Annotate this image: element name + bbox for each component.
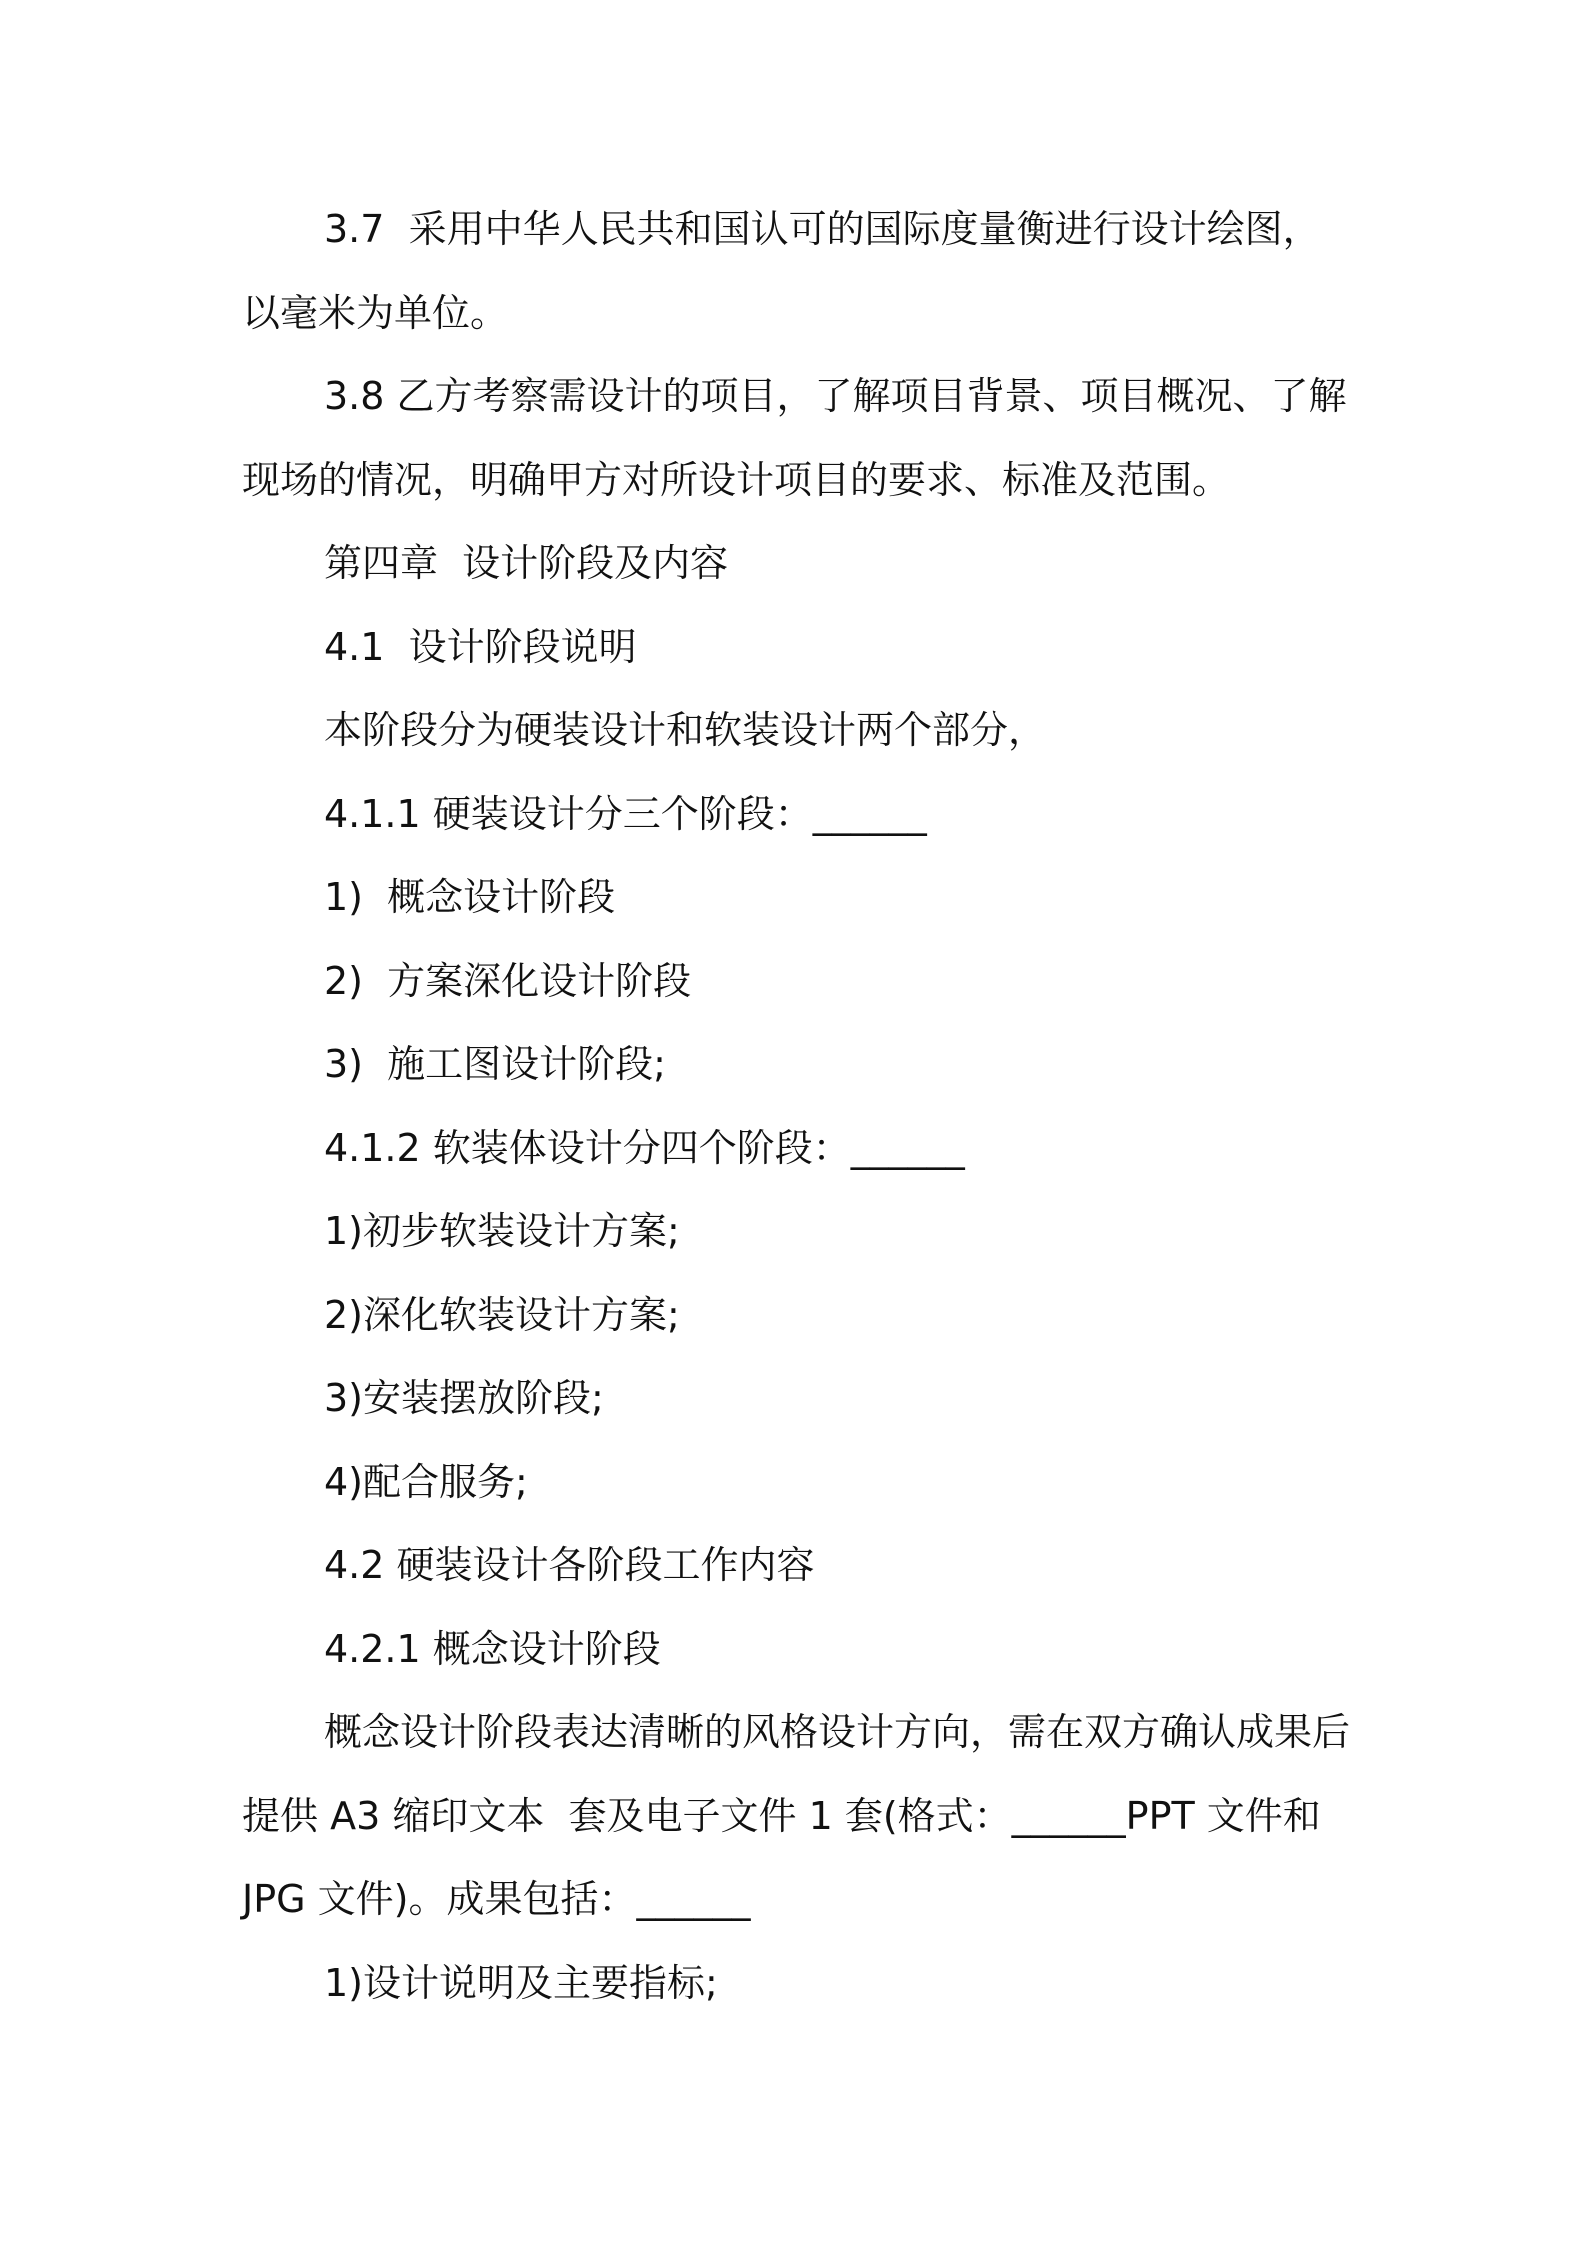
- concept-stage-description: 概念设计阶段表达清晰的风格设计方向，需在双方确认成果后提供 A3 缩印文本 套及电子文件 1 套(格式：______PPT 文件和 JPG 文件)。成果包括：______: [242, 1710, 1351, 1921]
- hard-stage-2: 2) 方案深化设计阶段: [324, 958, 692, 1003]
- section-4-1-1-heading: 4.1.1 硬装设计分三个阶段：______: [324, 791, 927, 836]
- section-4-1-intro: 本阶段分为硬装设计和软装设计两个部分，: [324, 708, 1047, 752]
- chapter-4-heading: 第四章 设计阶段及内容: [324, 541, 729, 585]
- document-body: [242, 188, 1357, 2025]
- section-4-1-2-heading: 4.1.2 软装体设计分四个阶段：______: [324, 1125, 965, 1170]
- soft-stage-3: 3)安装摆放阶段;: [324, 1376, 604, 1420]
- section-4-1-heading: 4.1 设计阶段说明: [324, 624, 637, 669]
- soft-stage-1: 1)初步软装设计方案;: [324, 1209, 680, 1253]
- clause-3-8: 3.8 乙方考察需设计的项目，了解项目背景、项目概况、了解现场的情况，明确甲方对所设计项目的要求、标准及范围。: [242, 374, 1347, 502]
- soft-stage-2: 2)深化软装设计方案;: [324, 1292, 680, 1337]
- clause-3-7: 3.7 采用中华人民共和国认可的国际度量衡进行设计绘图，以毫米为单位。: [242, 207, 1321, 335]
- section-4-2-1-heading: 4.2.1 概念设计阶段: [324, 1626, 661, 1671]
- section-4-2-heading: 4.2 硬装设计各阶段工作内容: [324, 1543, 815, 1587]
- deliverable-1: 1)设计说明及主要指标;: [324, 1960, 718, 2005]
- hard-stage-1: 1) 概念设计阶段: [324, 875, 616, 919]
- hard-stage-3: 3) 施工图设计阶段;: [324, 1042, 666, 1086]
- soft-stage-4: 4)配合服务;: [324, 1459, 528, 1504]
